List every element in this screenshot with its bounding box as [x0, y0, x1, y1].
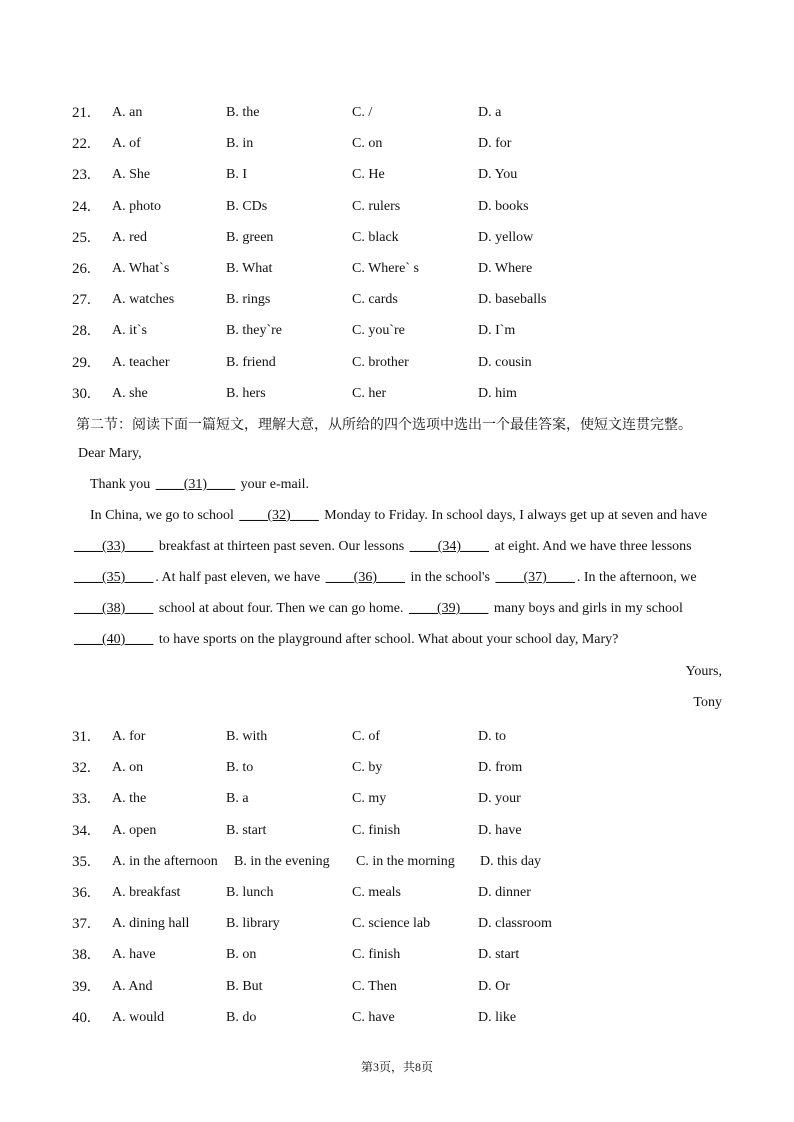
option-b[interactable]: B. lunch [226, 884, 274, 900]
option-d[interactable]: D. dinner [478, 884, 531, 900]
option-a[interactable]: A. would [112, 1009, 165, 1025]
option-d[interactable]: D. your [478, 791, 521, 807]
letter-text: . At half past eleven, we have [155, 570, 324, 585]
question-list-21-30 [72, 103, 772, 415]
option-b[interactable]: B. with [226, 729, 268, 744]
question-row [72, 727, 772, 758]
option-a[interactable]: A. she [112, 385, 148, 401]
question-number: 27. [72, 292, 91, 309]
option-c[interactable]: C. rulers [352, 198, 401, 214]
option-c[interactable]: C. finish [352, 947, 401, 963]
letter-text: many boys and girls in my school [490, 601, 683, 616]
letter-line-5 [72, 601, 683, 617]
option-b[interactable]: B. library [226, 916, 280, 932]
blank-32[interactable]: ____(32)____ [239, 508, 319, 523]
question-row [72, 103, 772, 134]
option-d[interactable]: D. this day [480, 853, 542, 869]
option-b[interactable]: B. a [226, 791, 249, 807]
question-number: 21. [72, 105, 91, 121]
option-c[interactable]: C. Where` s [352, 260, 419, 276]
option-d[interactable]: D. him [478, 385, 517, 401]
option-b[interactable]: B. I [226, 167, 247, 183]
option-c[interactable]: C. / [352, 105, 373, 120]
question-row [72, 197, 772, 228]
option-c[interactable]: C. my [352, 791, 387, 807]
question-row [72, 353, 772, 384]
question-number: 33. [72, 791, 91, 808]
question-row [72, 852, 772, 883]
question-number: 36. [72, 884, 91, 901]
blank-33[interactable]: ____(33)____ [74, 539, 154, 554]
question-number: 30. [72, 385, 91, 402]
letter-line-1 [90, 477, 309, 493]
letter-line-3 [72, 539, 692, 555]
option-b[interactable]: B. friend [226, 354, 276, 370]
option-d[interactable]: D. You [478, 167, 518, 183]
option-c[interactable]: C. on [352, 136, 383, 152]
option-a[interactable]: A. on [112, 760, 144, 776]
question-number: 37. [72, 916, 91, 933]
blank-36[interactable]: ____(36)____ [325, 570, 405, 585]
option-a[interactable]: A. an [112, 105, 143, 120]
option-c[interactable]: C. of [352, 729, 380, 744]
option-c[interactable]: C. meals [352, 884, 401, 900]
option-c[interactable]: C. have [352, 1009, 395, 1025]
question-number: 38. [72, 947, 91, 964]
option-d[interactable]: D. Where [478, 260, 533, 276]
letter-text: school at about four. Then we can go home. [155, 601, 408, 616]
option-a[interactable]: A. dining hall [112, 916, 190, 932]
letter-signature: Tony [693, 695, 722, 710]
option-d[interactable]: D. Or [478, 978, 510, 994]
question-number: 34. [72, 822, 91, 839]
option-a[interactable]: A. breakfast [112, 884, 181, 900]
question-row [72, 789, 772, 820]
question-row [72, 945, 772, 976]
option-b[interactable]: B. rings [226, 292, 271, 308]
option-c[interactable]: C. finish [352, 822, 401, 838]
question-number: 31. [72, 729, 91, 745]
letter-text: Thank you [90, 477, 154, 492]
option-a[interactable]: A. red [112, 229, 147, 245]
option-b[interactable]: B. CDs [226, 198, 268, 214]
option-c[interactable]: C. in the morning [356, 853, 455, 869]
option-d[interactable]: D. a [478, 105, 502, 120]
option-d[interactable]: D. books [478, 198, 529, 214]
option-a[interactable]: A. She [112, 167, 151, 183]
option-d[interactable]: D. from [478, 760, 523, 776]
option-d[interactable]: D. like [478, 1009, 517, 1025]
option-a[interactable]: A. for [112, 729, 146, 744]
option-b[interactable]: B. to [226, 760, 254, 776]
option-d[interactable]: D. I`m [478, 323, 516, 339]
blank-38[interactable]: ____(38)____ [74, 601, 154, 616]
letter-text: your e-mail. [237, 477, 310, 492]
option-d[interactable]: D. cousin [478, 354, 532, 370]
option-d[interactable]: D. have [478, 822, 522, 838]
question-row [72, 758, 772, 789]
option-c[interactable]: C. black [352, 229, 399, 245]
letter-greeting: Dear Mary, [78, 446, 142, 461]
option-b[interactable]: B. green [226, 229, 274, 245]
question-number: 26. [72, 260, 91, 277]
question-number: 29. [72, 354, 91, 371]
letter-text: . In the afternoon, we [576, 570, 697, 585]
option-d[interactable]: D. for [478, 136, 512, 152]
option-a[interactable]: A. watches [112, 292, 175, 308]
option-a[interactable]: A. teacher [112, 354, 170, 370]
letter-line-6 [72, 632, 618, 648]
letter-text: breakfast at thirteen past seven. Our lessons [155, 539, 408, 554]
question-number: 24. [72, 198, 91, 215]
option-b[interactable]: B. do [226, 1009, 257, 1025]
option-b[interactable]: B. the [226, 105, 260, 120]
question-number: 22. [72, 136, 91, 153]
page-number: 第3页，共8页 [360, 1060, 433, 1074]
blank-35[interactable]: ____(35)____ [74, 570, 154, 585]
letter-text: at eight. And we have three lessons [490, 539, 692, 554]
option-a[interactable]: A. What`s [112, 260, 170, 276]
question-number: 39. [72, 978, 91, 995]
question-list-31-40 [72, 727, 772, 1039]
question-row [72, 914, 772, 945]
option-a[interactable]: A. have [112, 947, 156, 963]
blank-31[interactable]: ____(31)____ [155, 477, 236, 492]
option-d[interactable]: D. to [478, 729, 506, 744]
question-row [72, 259, 772, 290]
letter-text: to have sports on the playground after school. What about your school day, Mary? [155, 632, 619, 647]
option-b[interactable]: B. on [226, 947, 257, 963]
question-row [72, 290, 772, 321]
question-row [72, 883, 772, 914]
letter-line-4 [72, 570, 697, 586]
option-c[interactable]: C. brother [352, 354, 409, 370]
option-b[interactable]: B. What [226, 260, 273, 276]
question-row [72, 821, 772, 852]
letter-closing: Yours, [685, 664, 722, 679]
question-row [72, 321, 772, 352]
question-row [72, 977, 772, 1008]
option-a[interactable]: A. it`s [112, 323, 147, 339]
question-row [72, 228, 772, 259]
option-c[interactable]: C. by [352, 760, 383, 776]
question-row [72, 1008, 772, 1039]
question-number: 40. [72, 1009, 91, 1026]
blank-34[interactable]: ____(34)____ [409, 539, 489, 554]
option-a[interactable]: A. in the afternoon [112, 853, 218, 869]
question-number: 23. [72, 167, 91, 184]
letter-text: In China, we go to school [90, 508, 238, 523]
option-c[interactable]: C. He [352, 167, 385, 183]
question-row [72, 165, 772, 196]
option-c[interactable]: C. Then [352, 978, 397, 994]
question-row [72, 384, 772, 415]
question-number: 35. [72, 853, 91, 870]
option-c[interactable]: C. her [352, 385, 387, 401]
option-b[interactable]: B. in [226, 136, 254, 152]
option-a[interactable]: A. And [112, 978, 153, 994]
letter-line-2 [90, 508, 707, 524]
option-b[interactable]: B. hers [226, 385, 266, 401]
question-number: 25. [72, 229, 91, 246]
option-a[interactable]: A. the [112, 791, 147, 807]
question-number: 32. [72, 760, 91, 777]
option-d[interactable]: D. yellow [478, 229, 534, 245]
option-a[interactable]: A. photo [112, 198, 161, 214]
option-c[interactable]: C. cards [352, 292, 398, 308]
option-a[interactable]: A. of [112, 136, 141, 152]
option-d[interactable]: D. start [478, 947, 520, 963]
letter-text: in the school's [406, 570, 494, 585]
option-b[interactable]: B. they`re [226, 323, 282, 339]
option-c[interactable]: C. you`re [352, 323, 405, 339]
blank-39[interactable]: ____(39)____ [409, 601, 489, 616]
option-b[interactable]: B. start [226, 822, 267, 838]
question-number: 28. [72, 323, 91, 340]
option-d[interactable]: D. classroom [478, 916, 552, 932]
question-row [72, 134, 772, 165]
option-a[interactable]: A. open [112, 822, 157, 838]
blank-40[interactable]: ____(40)____ [74, 632, 154, 647]
option-b[interactable]: B. But [226, 978, 263, 994]
blank-37[interactable]: ____(37)____ [495, 570, 575, 585]
option-d[interactable]: D. baseballs [478, 292, 547, 308]
section-instruction: 第二节：阅读下面一篇短文，理解大意，从所给的四个选项中选出一个最佳答案，使短文连贯完整。 [76, 418, 692, 433]
letter-text: Monday to Friday. In school days, I always get up at seven and have [320, 508, 708, 523]
option-c[interactable]: C. science lab [352, 916, 431, 932]
option-b[interactable]: B. in the evening [234, 853, 330, 869]
